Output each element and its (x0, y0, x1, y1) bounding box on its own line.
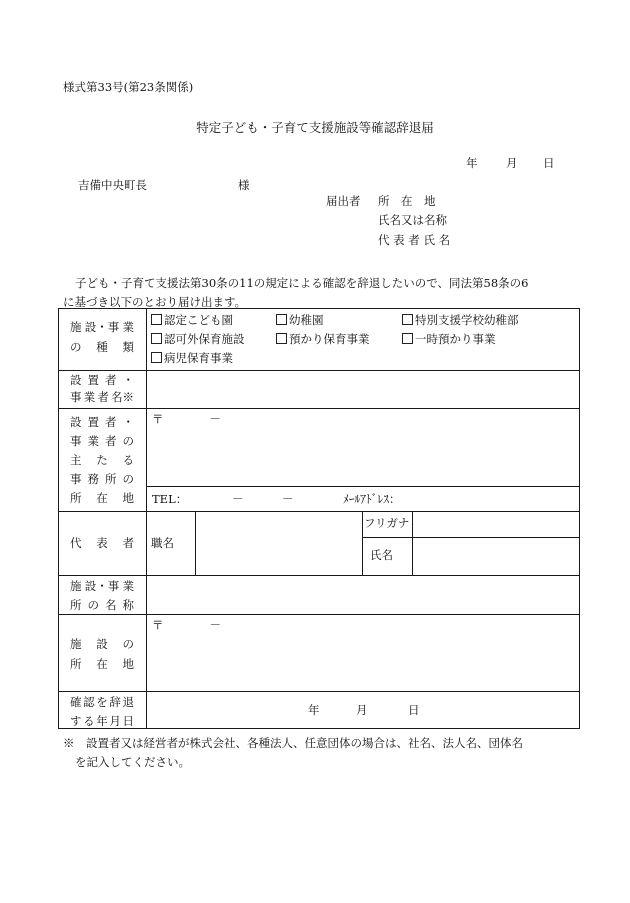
label-char: た (96, 453, 108, 467)
label-char: 設 (96, 637, 108, 651)
form-number: 様式第33号(第23条関係) (63, 80, 194, 94)
footnote (63, 734, 583, 772)
label-char: る (83, 714, 95, 728)
option-label: 病児保育事業 (164, 351, 233, 365)
label-char: の (70, 340, 82, 354)
checkbox-icon[interactable] (276, 314, 287, 325)
rep-name-field[interactable] (414, 539, 578, 573)
label-char: 種 (96, 340, 108, 354)
label-char: 者 (105, 415, 117, 429)
label-char: 代 (70, 536, 82, 550)
row-divider (58, 408, 580, 409)
option-ichiji-azukari[interactable] (402, 333, 496, 346)
rep-name-label: 氏名 (370, 548, 393, 562)
form-title: 特定子ども・子育て支援施設等確認辞退届 (196, 120, 434, 135)
tel-label: TEL： (152, 492, 188, 506)
applicant-rep-label: 代 表 者 氏 名 (378, 233, 451, 247)
body-line-1: 子ども・子育て支援法第30条の11の規定による確認を辞退したいので、同法第58条の6 (75, 276, 529, 290)
row-divider (58, 511, 580, 512)
rep-furigana-label: フリガナ (364, 516, 410, 530)
label-char: 所 (70, 657, 82, 671)
label-char: の (122, 434, 134, 448)
label-char: を (96, 695, 108, 709)
label-char: 者 (105, 373, 117, 387)
label-char: 設・事 (84, 579, 120, 593)
office-address-label (70, 414, 134, 507)
row-divider (58, 575, 580, 576)
operator-name-field[interactable] (148, 372, 578, 406)
facility-postal-code-field[interactable]: 〒 － (152, 618, 221, 632)
row-divider (58, 370, 580, 371)
label-char: 所 (70, 598, 82, 612)
label-char: 所 (70, 491, 82, 505)
office-postal-code-field[interactable]: 〒 － (152, 412, 221, 426)
tel-dash: － (282, 492, 294, 506)
option-label: 幼稚園 (289, 313, 324, 327)
label-char: 事 (70, 390, 82, 404)
label-char: 置 (87, 415, 99, 429)
body-line-2: に基づき以下のとおり届け出ます。 (63, 295, 247, 309)
cell-divider (362, 511, 363, 575)
label-char: 地 (122, 657, 134, 671)
option-label: 特別支援学校幼稚部 (415, 313, 519, 327)
applicant-name-label: 氏名又は名称 (378, 213, 447, 227)
label-char: 表 (96, 536, 108, 550)
label-column-divider (146, 308, 147, 729)
withdrawal-year-label: 年 (308, 703, 320, 717)
footnote-line-1: ※ 設置者又は経営者が株式会社、各種法人、任意団体の場合は、社名、法人名、団体名 (63, 736, 523, 750)
checkbox-icon[interactable] (402, 333, 413, 344)
row-divider (58, 614, 580, 615)
option-label: 認可外保育施設 (164, 332, 245, 346)
checkbox-icon[interactable] (151, 333, 162, 344)
applicant-label: 届出者 (326, 194, 361, 208)
option-nintei-kodomoen[interactable] (151, 314, 233, 327)
facility-address-label (70, 636, 134, 673)
addressee-honorific: 様 (238, 178, 250, 192)
option-ninkagai-hoiku[interactable] (151, 333, 245, 346)
label-char: 主 (70, 453, 82, 467)
label-char: 設 (70, 373, 82, 387)
label-char: 認 (83, 695, 95, 709)
label-char: 置 (87, 373, 99, 387)
option-label: 認定こども園 (164, 313, 233, 327)
option-yochien[interactable] (276, 314, 324, 327)
rep-title-label: 職名 (151, 536, 174, 550)
checkbox-icon[interactable] (151, 352, 162, 363)
label-char: す (70, 714, 82, 728)
label-char: ・ (122, 373, 134, 387)
label-char: 名 (105, 598, 117, 612)
label-char: 事 (70, 434, 82, 448)
option-tokubetsu-shien[interactable] (402, 314, 519, 327)
row-divider (146, 486, 580, 487)
label-char: 設 (70, 415, 82, 429)
label-char: 者 (122, 536, 134, 550)
option-label: 預かり保育事業 (289, 332, 370, 346)
checkbox-icon[interactable] (151, 314, 162, 325)
date-month-label: 月 (506, 156, 518, 170)
checkbox-icon[interactable] (402, 314, 413, 325)
label-char: 設・事 (84, 320, 120, 334)
label-char: 所 (105, 472, 117, 486)
label-char: 業 (122, 579, 134, 593)
label-char: 在 (96, 657, 108, 671)
label-char: 業 (83, 390, 96, 404)
label-char: 者 (97, 390, 109, 404)
cell-divider (412, 511, 413, 575)
label-char: の (87, 598, 99, 612)
label-char: 在 (96, 491, 108, 505)
label-char: 確 (70, 695, 82, 709)
facility-name-label (70, 578, 134, 614)
applicant-address-label: 所 在 地 (378, 194, 436, 208)
row-divider (362, 537, 580, 538)
date-year-label: 年 (466, 156, 478, 170)
label-char: 施 (70, 320, 82, 334)
representative-label (70, 535, 134, 552)
label-char: る (122, 453, 134, 467)
label-char: 業 (87, 434, 99, 448)
email-label: ﾒｰﾙｱﾄﾞﾚｽ： (343, 492, 401, 506)
label-char: 施 (70, 637, 82, 651)
label-char: 地 (122, 491, 134, 505)
label-char: 者 (105, 434, 117, 448)
option-byoji-hoiku[interactable] (151, 352, 233, 365)
operator-name-label (70, 372, 134, 406)
date-day-label: 日 (543, 156, 555, 170)
facility-type-label (70, 319, 134, 356)
withdrawal-month-label: 月 (356, 703, 368, 717)
addressee: 吉備中央町長 (78, 178, 147, 192)
label-char: 退 (122, 695, 134, 709)
label-char: 名※ (110, 390, 134, 404)
label-char: 事 (70, 472, 82, 486)
tel-dash: － (232, 492, 244, 506)
body-text (63, 274, 581, 312)
cell-divider (195, 511, 196, 575)
label-char: 業 (122, 320, 134, 334)
label-char: 辞 (109, 695, 121, 709)
label-char: 日 (122, 714, 134, 728)
label-char: 称 (122, 598, 134, 612)
withdrawal-day-label: 日 (408, 703, 420, 717)
withdrawal-date-label (70, 694, 134, 730)
option-azukari-hoiku[interactable] (276, 333, 370, 346)
row-divider (58, 691, 580, 692)
label-char: 月 (109, 714, 121, 728)
label-char: の (122, 637, 134, 651)
label-char: ・ (122, 415, 134, 429)
rep-title-field[interactable] (197, 513, 360, 573)
facility-name-field[interactable] (148, 577, 578, 612)
option-label: 一時預かり事業 (415, 332, 496, 346)
footnote-line-2: を記入してください。 (75, 755, 190, 769)
label-char: 類 (122, 340, 134, 354)
label-char: 務 (87, 472, 99, 486)
label-char: の (122, 472, 134, 486)
checkbox-icon[interactable] (276, 333, 287, 344)
label-char: 年 (96, 714, 108, 728)
label-char: 施 (70, 579, 82, 593)
rep-furigana-field[interactable] (414, 513, 578, 535)
